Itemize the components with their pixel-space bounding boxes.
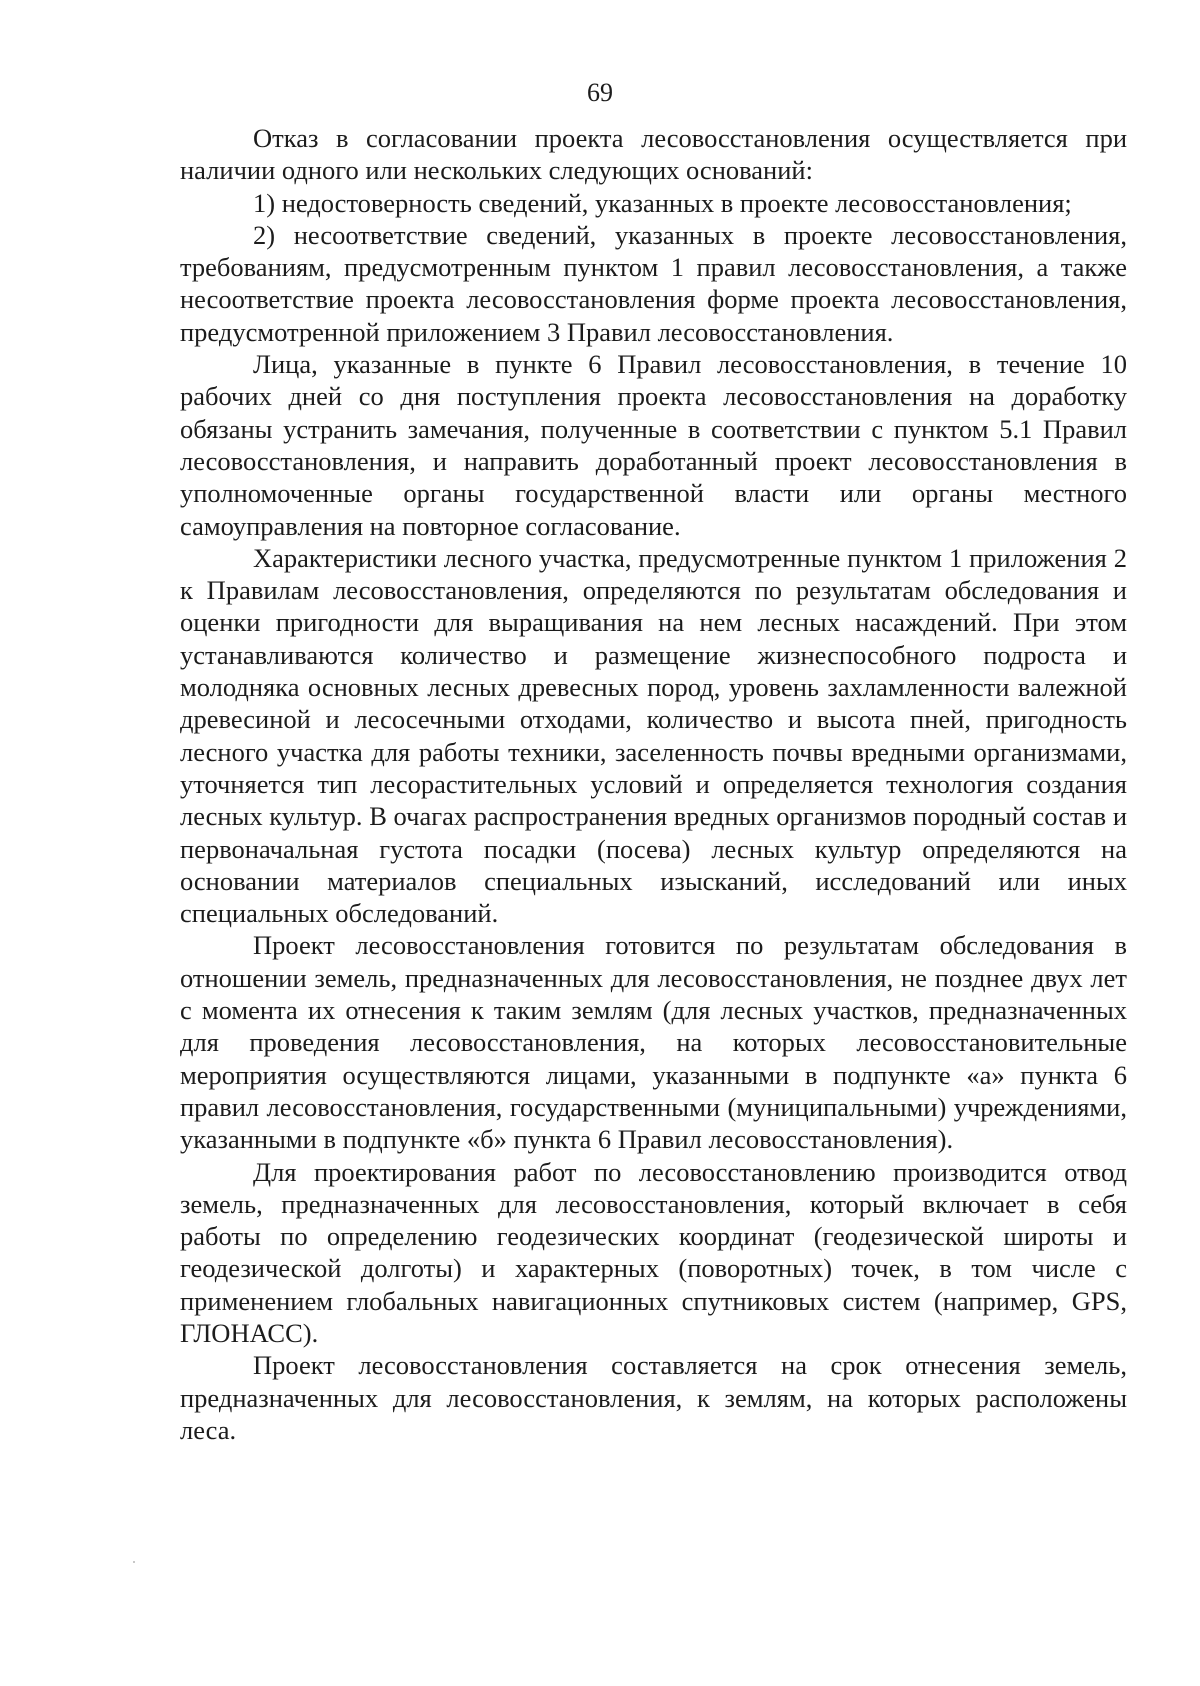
paragraph-land-allocation: Для проектирования работ по лесовосстановлению производится отвод земель, предназначенных для лесовосстановления, который включает в себя работы по определению геодезических координат (геодезической широты и геодезической долготы) и характерных (поворотных) точек, в том числе с применением глобальных навигационных спутниковых систем (например, GPS, ГЛОНАСС). xyxy=(180,1156,1127,1348)
paragraph-plot-characteristics: Характеристики лесного участка, предусмотренные пунктом 1 приложения 2 к Правилам лесовосстановления, определяются по результатам обследования и оценки пригодности для выращивания на нем лесных насаждений. При этом устанавливаются количество и размещение жизнеспособного подроста и молодняка основных лесных древесных пород, уровень захламленности валежной древесиной и лесосечными отходами, количество и высота пней, пригодность лесного участка для работы техники, заселенность почвы вредными организмами, уточняется тип лесорастительных условий и определяется технология создания лесных культур. В очагах распространения вредных организмов породный состав и первоначальная густота посадки (посева) лесных культур определяются на основании материалов специальных изысканий, исследований или иных специальных обследований. xyxy=(180,542,1127,929)
page-number: 69 xyxy=(587,78,613,107)
paragraph-refusal-grounds: Отказ в согласовании проекта лесовосстановления осуществляется при наличии одного или нескольких следующих оснований: xyxy=(180,123,1127,186)
document-body xyxy=(180,122,1127,1446)
paragraph-ground-1: 1) недостоверность сведений, указанных в проекте лесовосстановления; xyxy=(253,187,1072,218)
scan-speck xyxy=(133,1561,135,1563)
paragraph-project-term: Проект лесовосстановления составляется на срок отнесения земель, предназначенных для лесовосстановления, к землям, на которых расположены леса. xyxy=(180,1350,1127,1445)
paragraph-project-preparation: Проект лесовосстановления готовится по результатам обследования в отношении земель, предназначенных для лесовосстановления, не позднее двух лет с момента их отнесения к таким землям (для лесных участков, предназначенных для проведения лесовосстановления, на которых лесовосстановительные мероприятия осуществляются лицами, указанными в подпункте «а» пункта 6 правил лесовосстановления, государственными (муниципальными) учреждениями, указанными в подпункте «б» пункта 6 Правил лесовосстановления). xyxy=(180,930,1127,1155)
paragraph-ground-2: 2) несоответствие сведений, указанных в проекте лесовосстановления, требованиям, предусмотренным пунктом 1 правил лесовосстановления, а также несоответствие проекта лесовосстановления форме проекта лесовосстановления, предусмотренной приложением 3 Правил лесовосстановления. xyxy=(180,219,1127,347)
paragraph-rework: Лица, указанные в пункте 6 Правил лесовосстановления, в течение 10 рабочих дней со дня поступления проекта лесовосстановления на доработку обязаны устранить замечания, полученные в соответствии с пунктом 5.1 Правил лесовосстановления, и направить доработанный проект лесовосстановления в уполномоченные органы государственной власти или органы местного самоуправления на повторное согласование. xyxy=(180,349,1127,541)
